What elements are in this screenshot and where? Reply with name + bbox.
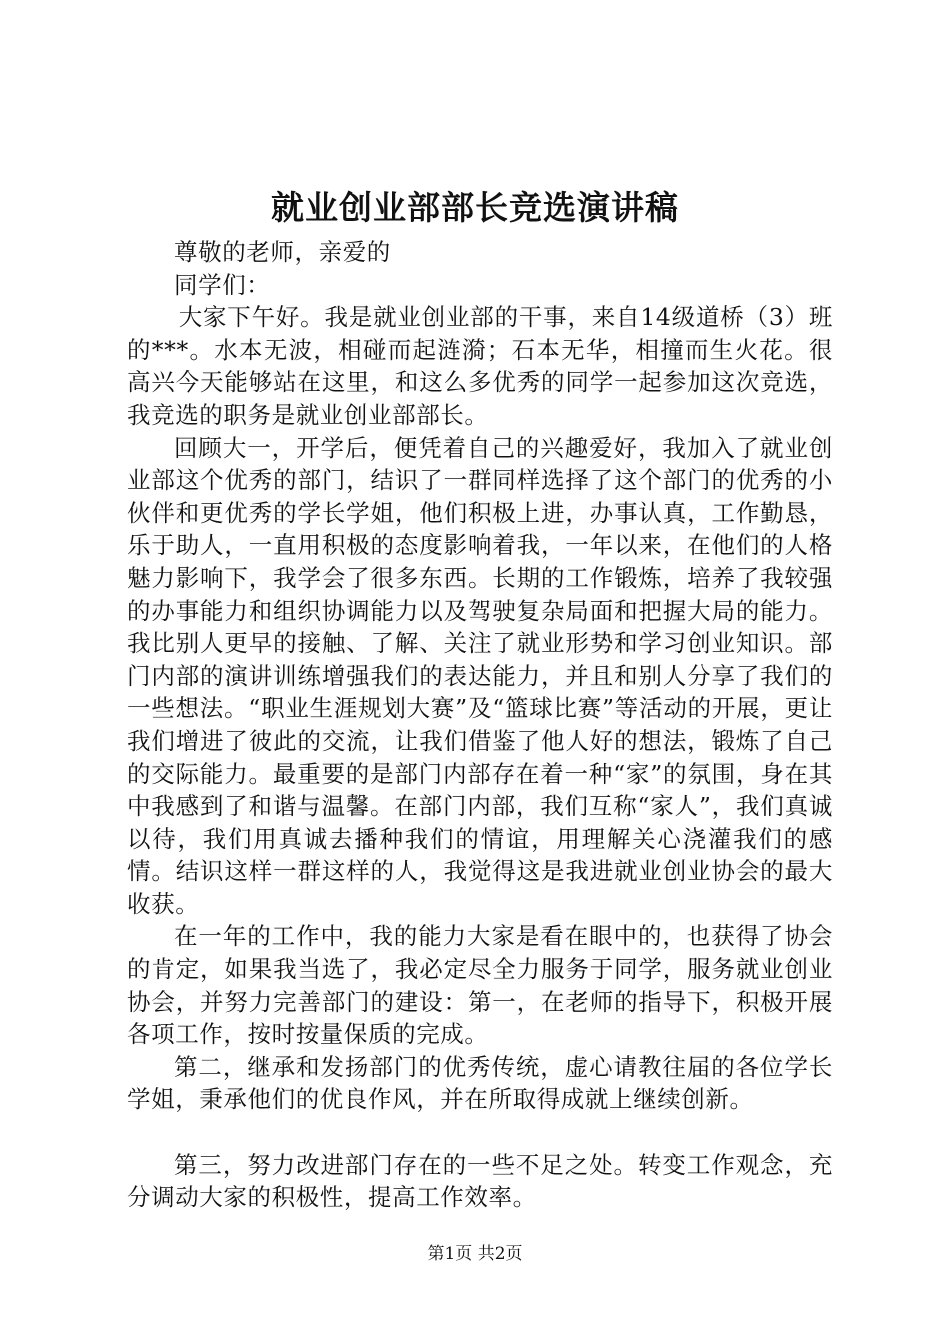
paragraph-third-point: 第三，努力改进部门存在的一些不足之处。转变工作观念，充分调动大家的积极性，提高工作效率。 (127, 1150, 833, 1212)
greeting-line: 尊敬的老师，亲爱的 (174, 238, 391, 266)
paragraph-introduction: 大家下午好。我是就业创业部的干事，来自14级道桥（3）班的***。水本无波，相碰而起涟漪；石本无华，相撞而生火花。很高兴今天能够站在这里，和这么多优秀的同学一起参加这次竞选，我竞选的职务是就业创业部部长。 (127, 303, 833, 429)
paragraph-review: 回顾大一，开学后，便凭着自己的兴趣爱好，我加入了就业创业部这个优秀的部门，结识了一群同样选择了这个部门的优秀的小伙伴和更优秀的学长学姐，他们积极上进，办事认真，工作勤恳，乐于助人，一直用积极的态度影响着我，一年以来，在他们的人格魅力影响下，我学会了很多东西。长期的工作锻炼，培养了我较强的办事能力和组织协调能力以及驾驶复杂局面和把握大局的能力。我比别人更早的接触、了解、关注了就业形势和学习创业知识。部门内部的演讲训练增强我们的表达能力，并且和别人分享了我们的一些想法。“职业生涯规划大赛”及“篮球比赛”等活动的开展，更让我们增进了彼此的交流，让我们借鉴了他人好的想法，锻炼了自己的交际能力。最重要的是部门内部存在着一种“家”的氛围，身在其中我感到了和谐与温馨。在部门内部，我们互称“家人”，我们真诚以待，我们用真诚去播种我们的情谊，用理解关心浇灌我们的感情。结识这样一群这样的人，我觉得这是我进就业创业协会的最大收获。 (127, 433, 833, 918)
document-body (127, 236, 833, 1214)
paragraph-spacer (127, 1116, 833, 1149)
greeting-line: 同学们： (174, 270, 271, 299)
paragraph-second-point: 第二，继承和发扬部门的优秀传统，虚心请教往届的各位学长学姐，秉承他们的优良作风，并在所取得成就上继续创新。 (127, 1052, 833, 1114)
paragraph-plan: 在一年的工作中，我的能力大家是看在眼中的，也获得了协会的肯定，如果我当选了，我必定尽全力服务于同学，服务就业创业协会，并努力完善部门的建设：第一，在老师的指导下，积极开展各项工作，按时按量保质的完成。 (127, 922, 833, 1049)
page-number-footer: 第1页 共2页 (427, 1244, 523, 1264)
document-title: 就业创业部部长竞选演讲稿 (271, 188, 679, 227)
